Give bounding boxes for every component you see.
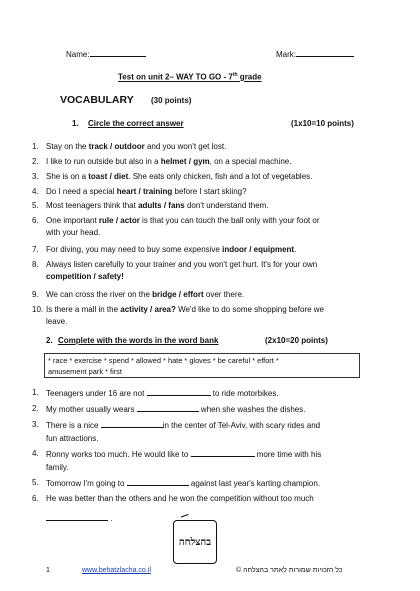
copyright-notice: כל הזכויות שמורות לאתר בהצלחה © <box>236 567 343 574</box>
fill-item <box>32 447 376 474</box>
item-number: 1. <box>32 142 39 151</box>
item-text-after: when she washes the dishes. <box>198 405 306 414</box>
circle-item <box>32 141 376 153</box>
fill-item <box>32 386 376 400</box>
item-text-part: We can cross the river on the <box>46 290 153 299</box>
item-text <box>46 259 376 271</box>
answer-options[interactable]: track / outdoor <box>88 142 145 151</box>
item-text-after: more time with his <box>254 450 322 459</box>
answer-options[interactable]: indoor / equipment <box>222 245 295 254</box>
item-text-after: in the center of Tel-Aviv, with scary rides and <box>162 421 321 430</box>
item-text-part: Stay on the <box>46 142 89 151</box>
word-bank-box <box>44 353 360 378</box>
section2-number: 2. <box>46 336 53 345</box>
answer-blank[interactable] <box>147 386 211 396</box>
item-text-before: There is a nice <box>46 421 101 430</box>
item-number: 1. <box>32 388 39 397</box>
item-text-before: Teenagers under 16 are not <box>46 389 147 398</box>
item-text-after: to ride motorbikes. <box>210 389 279 398</box>
answer-blank[interactable] <box>101 418 163 428</box>
fill-item <box>32 476 376 490</box>
item-number: 7. <box>32 245 39 254</box>
item-text-part: is that you can touch the ball only with your foot or <box>139 216 320 225</box>
website-link-wrap[interactable] <box>82 567 151 574</box>
mark-label: Mark: <box>276 47 354 60</box>
fill-item <box>32 418 376 445</box>
item-text <box>46 141 376 153</box>
answer-blank[interactable] <box>127 476 189 486</box>
item-text-part: before I start skiing? <box>172 187 247 196</box>
item-text-part: , on a special machine. <box>209 157 292 166</box>
item-number: 6. <box>32 216 39 225</box>
circle-item <box>32 215 376 238</box>
answer-blank[interactable] <box>137 402 199 412</box>
item-number: 8. <box>32 260 39 269</box>
item-number: 9. <box>32 290 39 299</box>
sentence-period: . <box>108 514 113 523</box>
page-number: 1 <box>46 567 50 574</box>
item-text-part: She is on a <box>46 172 89 181</box>
item-text-before: My mother usually wears <box>46 405 137 414</box>
item-text-part: Most teenagers think that <box>46 201 139 210</box>
logo-text: בהצלחה <box>178 536 212 548</box>
item-text <box>46 156 376 168</box>
item-text-part: For diving, you may need to buy some expensive <box>46 245 223 254</box>
item-text-part: We'd like to do some shopping before we <box>175 305 324 314</box>
item-text-part: over there. <box>203 290 245 299</box>
circle-item <box>32 244 376 256</box>
item-text-part: . <box>294 245 297 254</box>
item-continuation: with your head. <box>46 227 101 237</box>
answer-options[interactable]: heart / training <box>116 187 173 196</box>
item-text-part: Do I need a special <box>46 187 117 196</box>
circle-item <box>32 259 376 282</box>
answer-options[interactable]: activity / area? <box>120 305 176 314</box>
answer-options[interactable]: competition / safety! <box>46 271 124 281</box>
item-text-before: Ronny works too much. He would like to <box>46 450 191 459</box>
fill-item <box>32 402 376 416</box>
answer-options[interactable]: rule / actor <box>98 216 140 225</box>
vocabulary-points: (30 points) <box>151 96 192 105</box>
item-number: 6. <box>32 494 39 503</box>
section1-points: (1x10=10 points) <box>291 119 354 128</box>
answer-options[interactable]: toast / diet <box>88 172 129 181</box>
item-text <box>46 171 376 183</box>
item-text-part: I like to run outside but also in a <box>46 157 161 166</box>
word-bank-line-1: * race * exercise * spend * allowed * hate * gloves * be careful * effort * <box>48 356 279 365</box>
test-title: Test on unit 2– WAY TO GO - 7th grade <box>118 72 262 82</box>
item-text-part: and you won't get lost. <box>144 142 227 151</box>
behatzlacha-logo <box>173 520 217 564</box>
circle-item <box>32 171 376 183</box>
item-number: 3. <box>32 172 39 181</box>
section1-number: 1. <box>72 119 79 128</box>
item-continuation: fun attractions. <box>46 434 99 443</box>
answer-options[interactable]: helmet / gym <box>160 157 210 166</box>
item-text-part: . She eats only chicken, fish and a lot of vegetables. <box>128 172 313 181</box>
item-text <box>46 186 376 198</box>
section1-title: Circle the correct answer <box>88 119 184 128</box>
circle-item <box>32 289 376 301</box>
circle-item <box>32 304 376 327</box>
item-number: 10. <box>32 305 44 314</box>
word-bank-line-2: amusement park * first <box>48 367 122 376</box>
item-continuation: family. <box>46 463 69 472</box>
item-text-part: don't understand them. <box>184 201 269 210</box>
item-number: 2. <box>32 157 39 166</box>
item-number: 5. <box>32 478 39 487</box>
item-text <box>46 289 376 301</box>
item-text-part: Always listen carefully to your trainer and you won't get hurt. It's for your own <box>46 260 318 269</box>
section2-points: (2x10=20 points) <box>265 336 328 345</box>
name-label: Name: <box>66 47 146 60</box>
answer-options[interactable]: adults / fans <box>138 201 185 210</box>
item-continuation: leave. <box>46 316 68 326</box>
website-link[interactable]: www.behatzlacha.co.il <box>82 567 151 574</box>
answer-blank[interactable] <box>191 447 255 457</box>
item-text-part: One important <box>46 216 99 225</box>
item-text-part: Is there a mall in the <box>46 305 121 314</box>
item-number: 3. <box>32 420 39 429</box>
circle-item <box>32 156 376 168</box>
item-text-before: He was better than the others and he won the competition without too much <box>46 494 314 503</box>
item-text-before: Tomorrow I'm going to <box>46 479 127 488</box>
section2-title: Complete with the words in the word bank <box>58 336 219 345</box>
item-text-after: against last year's karting champion. <box>188 479 321 488</box>
answer-blank[interactable] <box>46 511 108 521</box>
item-text <box>46 244 376 256</box>
item-text <box>46 304 376 316</box>
item-number: 4. <box>32 449 39 458</box>
item-text <box>46 215 376 227</box>
item-number: 4. <box>32 187 39 196</box>
circle-item <box>32 200 376 212</box>
vocabulary-heading: VOCABULARY <box>60 94 134 106</box>
item-number: 2. <box>32 404 39 413</box>
item-text <box>46 200 376 212</box>
item-number: 5. <box>32 201 39 210</box>
circle-item <box>32 186 376 198</box>
answer-options[interactable]: bridge / effort <box>152 290 204 299</box>
